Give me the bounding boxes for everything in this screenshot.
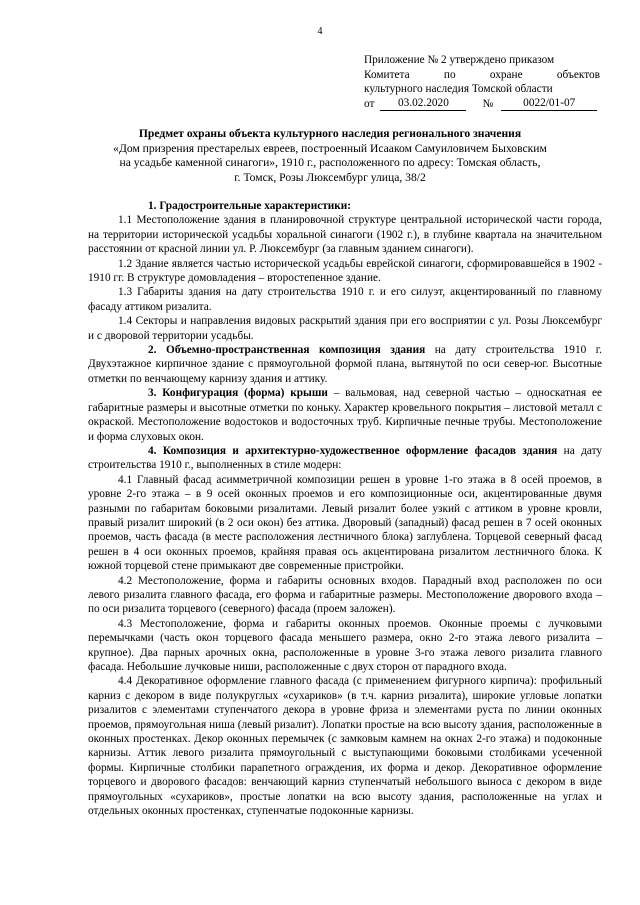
approval-word: Комитета	[364, 68, 410, 81]
paragraph-4-1: 4.1 Главный фасад асимметричной композиции решен в уровне 1-го этажа в 8 осей проемов, в уровне 2-го этажа – в 9 осей оконных проемов и его композиционные оси, акцентированные двумя разными по габаритам боковыми ризалитами. Левый ризалит более узкий с аттиком в уровне кровли, правый ризалит широкий (в 2 оси окон) без аттика. Дворовый (западный) фасад решен в 7 осей оконных проемов, часть фасада (в месте расположения лестничного блока) заглублена. Торцевой северный фасад решен в 4 оси оконных проемов, крайняя правая ось акцентирована ризалитом лестничного блока. К южной торцевой стене примыкают две современные пристройки.	[88, 473, 602, 573]
paragraph-1-2: 1.2 Здание является частью исторической усадьбы еврейской синагоги, сформировавшейся в 1902 - 1910 гг. В структуре домовладения – второстепенное здание.	[88, 257, 602, 285]
title-line-2: «Дом призрения престарелых евреев, построенный Исааком Самуиловичем Быховским	[113, 141, 547, 155]
approval-block	[364, 53, 600, 111]
paragraph-1-3: 1.3 Габариты здания на дату строительства 1910 г. и его силуэт, акцентированный по главному фасаду аттиком ризалита.	[88, 286, 602, 313]
paragraph-1-4: 1.4 Секторы и направления видовых раскрытий здания при его восприятии с ул. Розы Люксембург и с дворовой территории усадьбы.	[88, 315, 602, 342]
paragraph-4-4: 4.4 Декоративное оформление главного фасада (с применением фигурного кирпича): профильный карниз с декором в виде полукруглых «сухариков» (в т.ч. карниз ризалита), широкие угловые лопатки ризалитов с элементами ступенчатого декора в уровне фриза и элементами руста по линии оконных проемов, прямоугольная ниша (левый ризалит). Лопатки простые на всю высоту здания, расположенные в оконных простенках. Декор оконных перемычек (с замковым камнем на окнах 2-го этажа) и подоконные карнизы. Аттик левого ризалита прямоугольный с выступающими боковыми столбиками усеченной формы. Кирпичные столбики парапетного ограждения, их форма и декор. Декоративное оформление торцевого и дворового фасадов: венчающий карниз ступенчатый небольшого выноса с декором в виде прямоугольных «сухариков», простые лопатки на всю высоту здания, расположенные на углах и отдельных оконных простенках, ступенчатые подоконные карнизы.	[88, 675, 602, 818]
section-1-heading	[88, 199, 602, 213]
approval-date: 03.02.2020	[380, 97, 466, 112]
page-number: 4	[317, 26, 323, 37]
section-text: – вальмовая, над северной частью – односкатная ее габаритные размеры и высотные отметки по коньку. Характер кровельного покрытия – листовой металл с окраской. Местоположение водостоков и водосточных труб. Кирпичные печные трубы. Местоположение и форма слуховых окон.	[88, 387, 603, 443]
approval-line-1: Приложение № 2 утверждено приказом	[364, 54, 555, 66]
section-2	[88, 343, 602, 386]
section-number: 1.	[148, 200, 157, 212]
approval-ot: от	[364, 97, 375, 110]
approval-line-3: культурного наследия Томской области	[364, 83, 553, 95]
document-body	[88, 197, 602, 818]
section-heading: Градостроительные характеристики:	[159, 200, 352, 212]
section-text: на дату строительства 1910 г., выполненных в стиле модерн:	[88, 444, 603, 472]
paragraph-4-3: 4.3 Местоположение, форма и габариты оконных проемов. Оконные проемы с лучковыми перемычками (часть окон торцевого фасада меньшего размера, окно 2-го этажа левого ризалита – крупное). Два парных арочных окна, расположенные в уровне 3-го этажа левого ризалита главного фасада. Небольшие лучковые ниши, расположенные с двух сторон от парадного входа.	[88, 617, 602, 673]
section-text: на дату строительства 1910 г. Двухэтажное кирпичное здание с прямоугольной формой плана, вытянутой по оси север-юг. Высотные отметки по венчающему карнизу здания и аттику.	[88, 344, 602, 385]
approval-word: объектов	[556, 68, 600, 81]
paragraph-4-2: 4.2 Местоположение, форма и габариты основных входов. Парадный вход расположен по оси левого ризалита главного фасада, его форма и габаритные размеры. Местоположение дворового входа – по оси ризалита торцевого (северного) фасада (проем заложен).	[88, 574, 602, 616]
approval-number: 0022/01-07	[501, 97, 597, 112]
section-number: 2.	[148, 344, 157, 357]
approval-number-sign: №	[482, 97, 494, 110]
section-4	[88, 444, 602, 473]
title-heading: Предмет охраны объекта культурного наследия регионального значения	[138, 127, 522, 140]
paragraph-1-1: 1.1 Местоположение здания в планировочной структуре центральной исторической части города, на территории исторической усадьбы хоральной синагоги (1902 г.), в глубине квартала на значительном расстоянии от красной линии ул. Р. Люксембург (за главным зданием синагоги).	[88, 214, 602, 256]
section-heading: Композиция и архитектурно-художественное оформление фасадов здания	[162, 444, 558, 457]
approval-word: по	[443, 68, 456, 81]
approval-line-2	[364, 68, 600, 83]
approval-line-4	[364, 97, 600, 112]
section-3	[88, 386, 602, 444]
document-title	[60, 127, 600, 185]
title-line-4: г. Томск, Розы Люксембург улица, 38/2	[234, 170, 426, 184]
section-number: 3.	[148, 387, 157, 400]
section-heading: Объемно-пространственная композиция здания	[166, 344, 426, 357]
section-number: 4.	[148, 444, 157, 457]
section-heading: Конфигурация (форма) крыши	[162, 387, 328, 400]
approval-word: охране	[489, 68, 523, 81]
title-line-3: на усадьбе каменной синагоги», 1910 г., расположенного по адресу: Томская область,	[119, 156, 541, 169]
